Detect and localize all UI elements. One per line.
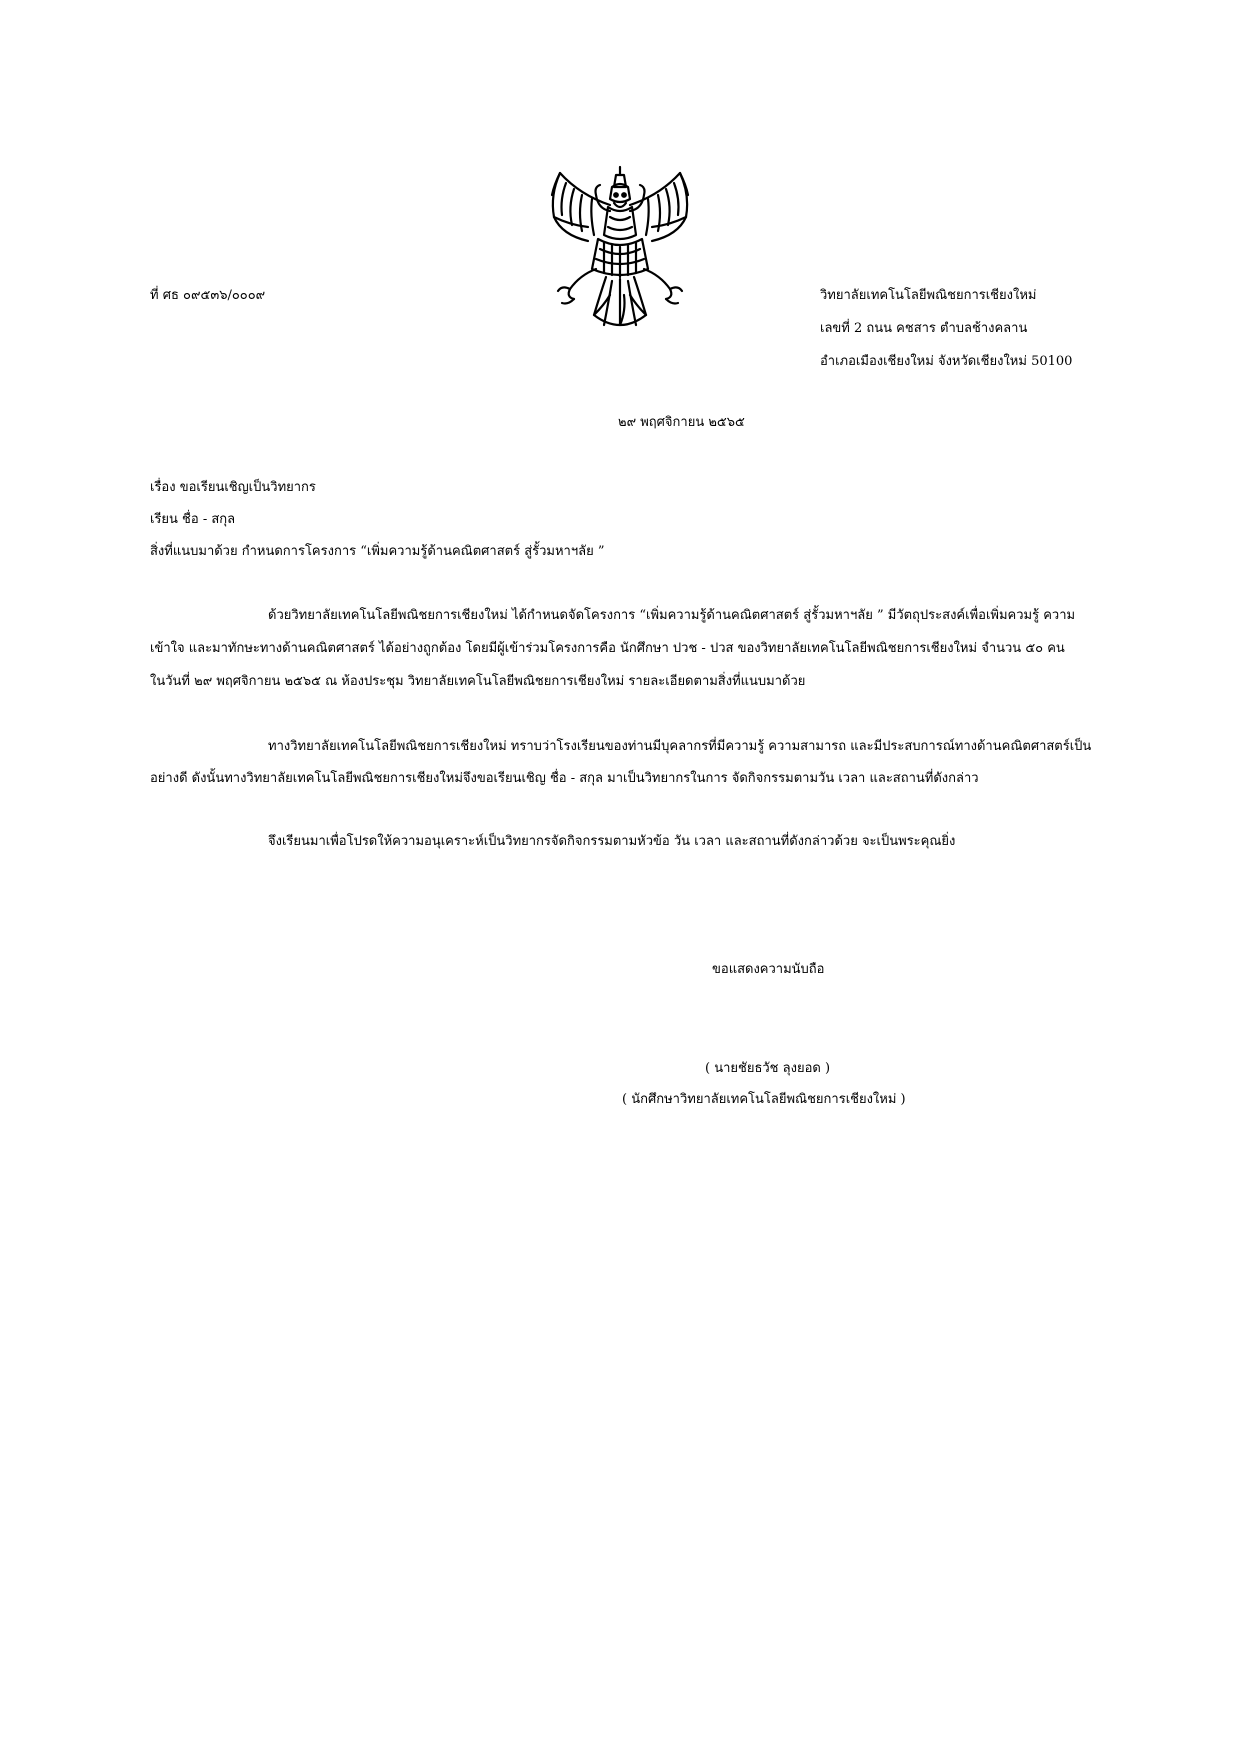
sender-name: วิทยาลัยเทคโนโลยีพณิชยการเชียงใหม่: [820, 288, 1037, 303]
sender-address-line-2: อำเภอเมืองเชียงใหม่ จังหวัดเชียงใหม่ 50100: [820, 354, 1073, 369]
signer-title: ( นักศึกษาวิทยาลัยเทคโนโลยีพณิชยการเชียงใหม่ ): [622, 1092, 906, 1107]
paragraph-3-line-1: จึงเรียนมาเพื่อโปรดให้ความอนุเคราะห์เป็นวิทยากรจัดกิจกรรมตามหัวข้อ วัน เวลา และสถานที่ดังกล่าวด้วย จะเป็นพระคุณยิ่ง: [268, 834, 956, 849]
reference-number: ที่ ศธ ๐๙๕๓๖/๐๐๐๙: [150, 288, 266, 303]
paragraph-1-line-3: ในวันที่ ๒๙ พฤศจิกายน ๒๕๖๕ ณ ห้องประชุม วิทยาลัยเทคโนโลยีพณิชยการเชียงใหม่ รายละเอียดตามสิ่งที่แนบมาด้วย: [150, 674, 806, 689]
garuda-emblem-icon: [540, 165, 700, 335]
paragraph-2-line-1: ทางวิทยาลัยเทคโนโลยีพณิชยการเชียงใหม่ ทราบว่าโรงเรียนของท่านมีบุคลากรที่มีความรู้ ความสามารถ และมีประสบการณ์ทางด้านคณิตศาสตร์เป็น: [268, 739, 1092, 754]
letter-attachment: สิ่งที่แนบมาด้วย กำหนดการโครงการ “เพิ่มความรู้ด้านคณิตศาสตร์ สู่รั้วมหาฯลัย ”: [150, 544, 605, 559]
letter-date: ๒๙ พฤศจิกายน ๒๕๖๕: [618, 415, 745, 430]
paragraph-2-line-2: อย่างดี ดังนั้นทางวิทยาลัยเทคโนโลยีพณิชยการเชียงใหม่จึงขอเรียนเชิญ ชื่อ - สกุล มาเป็นวิทยากรในการ จัดกิจกรรมตามวัน เวลา และสถานที่ดังกล่าว: [150, 771, 979, 786]
sender-address-line-1: เลขที่ 2 ถนน คชสาร ตำบลช้างคลาน: [820, 321, 1028, 336]
letter-subject: เรื่อง ขอเรียนเชิญเป็นวิทยากร: [150, 480, 316, 495]
closing-regards: ขอแสดงความนับถือ: [712, 962, 825, 977]
paragraph-1-line-1: ด้วยวิทยาลัยเทคโนโลยีพณิชยการเชียงใหม่ ได้กำหนดจัดโครงการ “เพิ่มความรู้ด้านคณิตศาสตร์ สู่รั้วมหาฯลัย ” มีวัตถุประสงค์เพื่อเพิ่มควมรู้ ความ: [268, 608, 1076, 623]
signer-name: ( นายชัยธวัช ลุงยอด ): [705, 1061, 831, 1076]
letter-recipient: เรียน ชื่อ - สกุล: [150, 512, 236, 527]
paragraph-1-line-2: เข้าใจ และมาทักษะทางด้านคณิตศาสตร์ ได้อย่างถูกต้อง โดยมีผู้เข้าร่วมโครงการคือ นักศึกษา ปวช - ปวส ของวิทยาลัยเทคโนโลยีพณิชยการเชียงใหม่ จำนวน ๕๐ คน: [150, 641, 1065, 656]
